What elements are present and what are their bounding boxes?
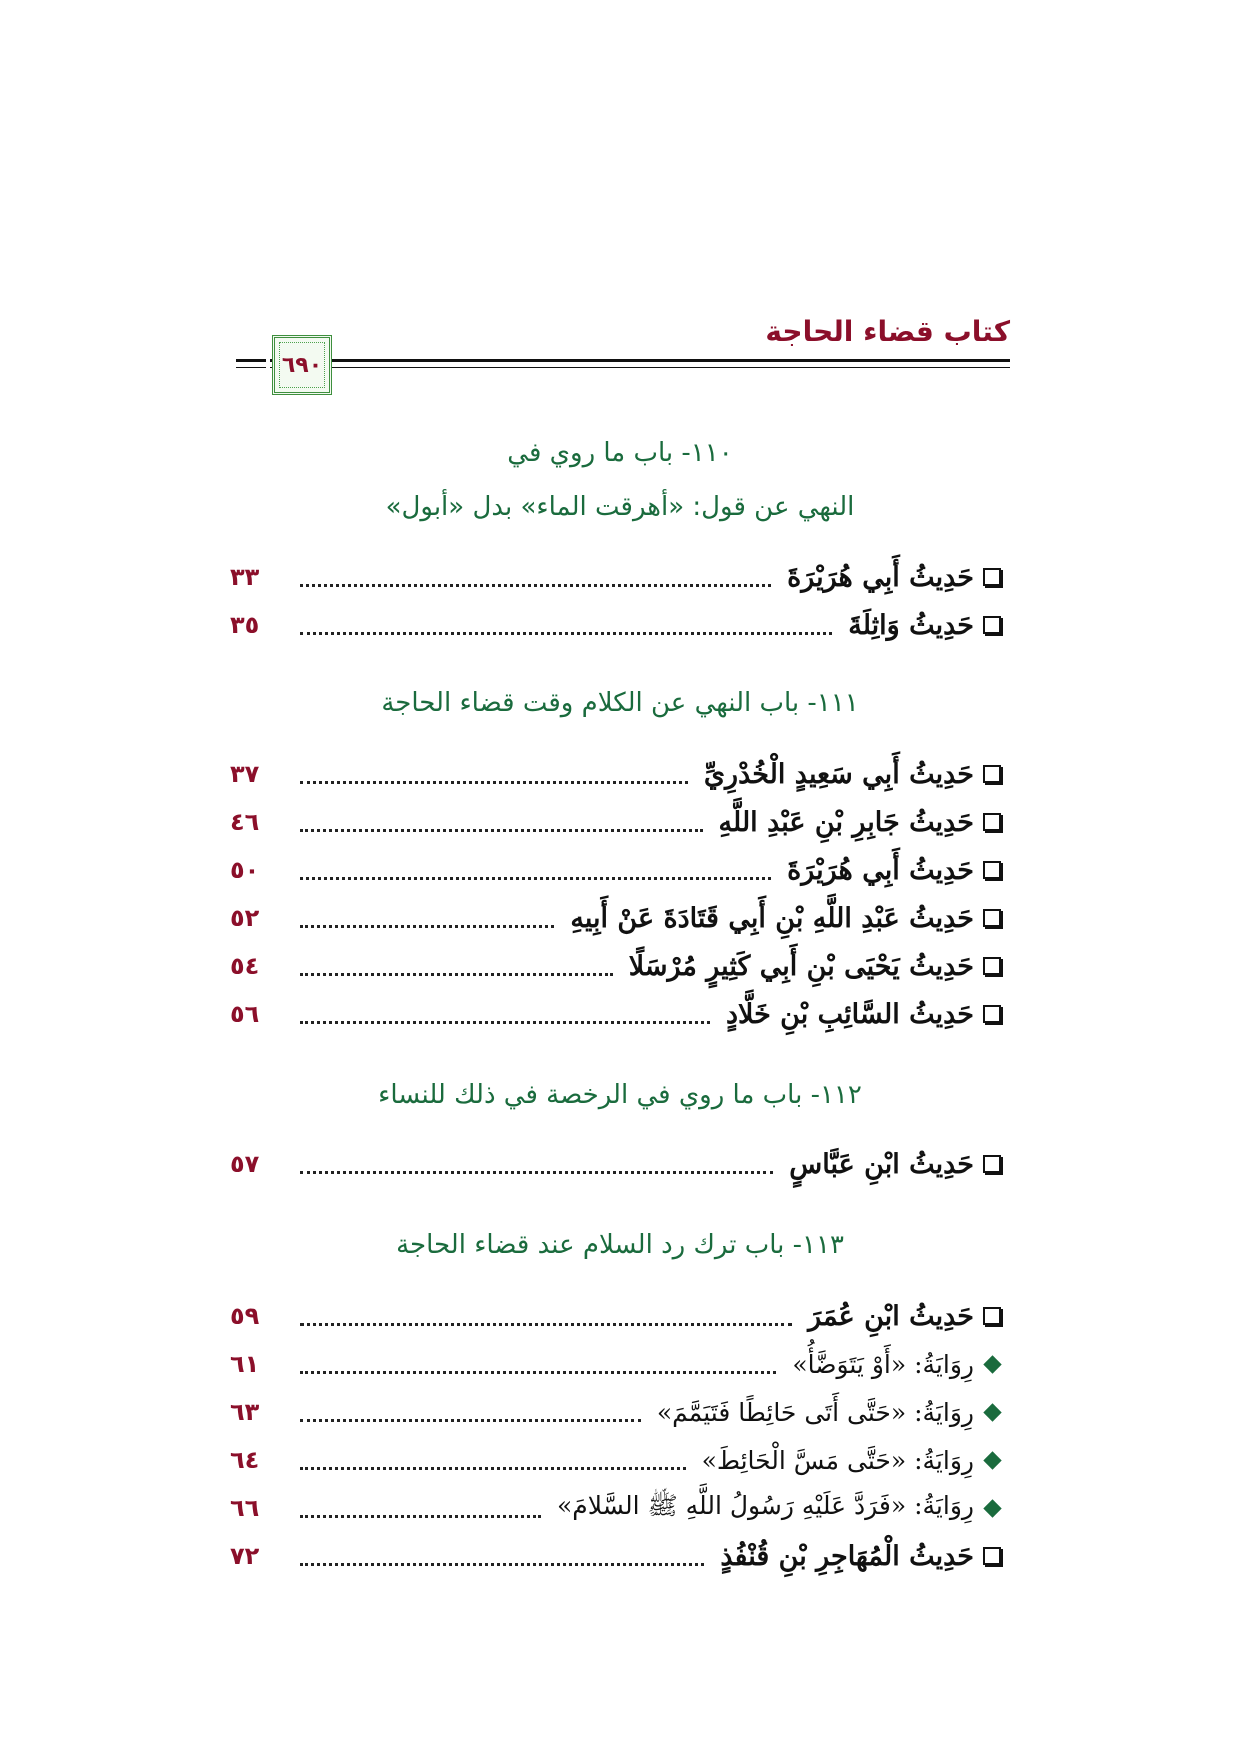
diamond-bullet-icon [980, 1502, 1004, 1515]
riwaya-text: «فَرَدَّ عَلَيْهِ رَسُولُ اللَّهِ ﷺ السَّلامَ» [557, 1490, 907, 1520]
checkbox-square-icon [980, 861, 1004, 879]
toc-entry[interactable] [230, 848, 1004, 892]
page-number: ٦٩٠ [281, 352, 323, 378]
dot-leader [300, 631, 832, 635]
entry-page: ٥٦ [230, 1000, 260, 1028]
entry-page: ٧٢ [230, 1542, 260, 1570]
toc-sub-entry[interactable] [230, 1390, 1004, 1434]
diamond-bullet-icon [980, 1454, 1004, 1467]
entry-page: ٣٥ [230, 611, 260, 639]
entry-title: حَدِيثُ عَبْدِ اللَّهِ بْنِ أَبِي قَتَادَةَ عَنْ أَبِيهِ [570, 902, 974, 934]
toc-entry[interactable] [230, 896, 1004, 940]
checkbox-square-icon [980, 616, 1004, 634]
entry-page: ٥٧ [230, 1150, 260, 1178]
entry-page: ٥٩ [230, 1302, 260, 1330]
checkbox-square-icon [980, 813, 1004, 831]
section-title: ١١٢- باب ما روي في الرخصة في ذلك للنساء [378, 1080, 862, 1110]
entry-title: حَدِيثُ وَاثِلَةَ [848, 609, 974, 641]
toc-sub-entry[interactable] [230, 1342, 1004, 1386]
toc-sub-entry[interactable] [230, 1486, 1004, 1530]
riwaya-text: «أَوْ يَتَوَضَّأُ» [792, 1349, 907, 1379]
riwaya-text: «حَتَّى مَسَّ الْحَائِطَ» [701, 1445, 907, 1475]
riwaya-label: رِوَايَةُ: [914, 1397, 974, 1427]
toc-entry[interactable] [230, 944, 1004, 988]
header-rule [236, 367, 266, 368]
entry-title: حَدِيثُ أَبِي سَعِيدٍ الْخُدْرِيِّ [703, 758, 974, 790]
checkbox-square-icon [980, 957, 1004, 975]
checkbox-square-icon [980, 1307, 1004, 1325]
section-title: ١١٣- باب ترك رد السلام عند قضاء الحاجة [396, 1230, 844, 1260]
entry-page: ٥٢ [230, 904, 260, 932]
entry-title: حَدِيثُ ابْنِ عُمَرَ [808, 1300, 974, 1332]
section-title: ١١٠- باب ما روي في [507, 438, 733, 468]
toc-entry[interactable] [230, 1294, 1004, 1338]
dot-leader [300, 828, 703, 832]
riwaya-text: «حَتَّى أَتَى حَائِطًا فَتَيَمَّمَ» [656, 1397, 907, 1427]
checkbox-square-icon [980, 1547, 1004, 1565]
dot-leader [300, 1170, 773, 1174]
checkbox-square-icon [980, 1155, 1004, 1173]
dot-leader [300, 1370, 776, 1374]
header-rule [236, 359, 266, 362]
toc-entry[interactable] [230, 555, 1004, 599]
dot-leader [300, 924, 554, 928]
checkbox-square-icon [980, 568, 1004, 586]
entry-title: حَدِيثُ أَبِي هُرَيْرَةَ [787, 854, 974, 886]
dot-leader [300, 1020, 710, 1024]
entry-title: حَدِيثُ ابْنِ عَبَّاسٍ [789, 1148, 974, 1180]
riwaya-label: رِوَايَةُ: [914, 1349, 974, 1379]
dot-leader [300, 1466, 686, 1470]
diamond-bullet-icon [980, 1358, 1004, 1371]
entry-page: ٦١ [230, 1350, 260, 1378]
toc-entry[interactable] [230, 800, 1004, 844]
entry-page: ٦٣ [230, 1398, 260, 1426]
sub-entry-title [649, 1398, 980, 1427]
header-rule [270, 367, 1010, 368]
entry-title: حَدِيثُ أَبِي هُرَيْرَةَ [787, 561, 974, 593]
riwaya-label: رِوَايَةُ: [914, 1445, 974, 1475]
entry-title: حَدِيثُ السَّائِبِ بْنِ خَلَّادٍ [725, 998, 974, 1030]
toc-entry[interactable] [230, 1534, 1004, 1578]
sub-entry-title [549, 1490, 980, 1527]
checkbox-square-icon [980, 1005, 1004, 1023]
book-title: كتاب قضاء الحاجة [765, 315, 1010, 348]
toc-entry[interactable] [230, 1142, 1004, 1186]
toc-entry[interactable] [230, 603, 1004, 647]
dot-leader [300, 583, 771, 587]
checkbox-square-icon [980, 765, 1004, 783]
toc-entry[interactable] [230, 992, 1004, 1036]
dot-leader [300, 876, 771, 880]
section-title: ١١١- باب النهي عن الكلام وقت قضاء الحاجة [381, 688, 859, 718]
dot-leader [300, 1514, 541, 1518]
toc-sub-entry[interactable] [230, 1438, 1004, 1482]
dot-leader [300, 1322, 792, 1326]
diamond-bullet-icon [980, 1406, 1004, 1419]
entry-page: ٣٣ [230, 563, 260, 591]
sub-entry-title [784, 1350, 980, 1379]
entry-title: حَدِيثُ جَابِرِ بْنِ عَبْدِ اللَّهِ [718, 806, 974, 838]
entry-page: ٥٠ [230, 856, 260, 884]
dot-leader [300, 1418, 641, 1422]
dot-leader [300, 972, 613, 976]
toc-entry[interactable] [230, 752, 1004, 796]
header-rule [270, 359, 1010, 362]
running-header [236, 315, 1010, 395]
checkbox-square-icon [980, 909, 1004, 927]
sub-entry-title [694, 1446, 980, 1475]
entry-page: ٤٦ [230, 808, 260, 836]
page-number-badge [272, 335, 332, 395]
dot-leader [300, 780, 688, 784]
entry-title: حَدِيثُ الْمُهَاجِرِ بْنِ قُنْفُذٍ [720, 1540, 974, 1572]
entry-title: حَدِيثُ يَحْيَى بْنِ أَبِي كَثِيرٍ مُرْسَلًا [628, 950, 974, 982]
entry-page: ٦٤ [230, 1446, 260, 1474]
entry-page: ٥٤ [230, 952, 260, 980]
section-subtitle: النهي عن قول: «أهرقت الماء» بدل «أبول» [385, 492, 855, 522]
entry-page: ٦٦ [230, 1494, 260, 1522]
riwaya-label: رِوَايَةُ: [914, 1490, 974, 1520]
dot-leader [300, 1562, 704, 1566]
entry-page: ٣٧ [230, 760, 260, 788]
